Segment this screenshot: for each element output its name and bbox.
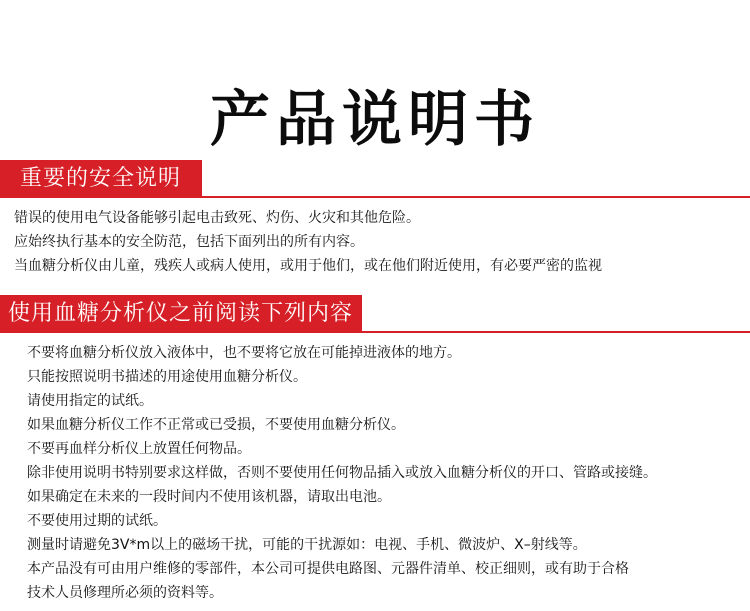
section-heading-safety: 重要的安全说明 (0, 160, 202, 198)
before-use-paragraph-list (27, 341, 657, 605)
paragraph: 测量时请避免3V*m以上的磁场干扰，可能的干扰源如：电视、手机、微波炉、X–射线等。 (27, 537, 587, 553)
paragraph: 如果血糖分析仪工作不正常或已受损，不要使用血糖分析仪。 (27, 417, 405, 433)
paragraph: 错误的使用电气设备能够引起电击致死、灼伤、火灾和其他危险。 (14, 210, 420, 226)
paragraph: 当血糖分析仪由儿童，残疾人或病人使用，或用于他们，或在他们附近使用，有必要严密的监视 (14, 258, 602, 274)
page-title: 产品说明书 (210, 85, 540, 156)
section-divider (0, 196, 750, 198)
paragraph: 不要使用过期的试纸。 (27, 513, 167, 529)
section-heading-before-use: 使用血糖分析仪之前阅读下列内容 (0, 295, 362, 333)
paragraph: 本产品没有可由用户维修的零部件，本公司可提供电路图、元器件清单、校正细则，或有助于合格 (27, 561, 629, 577)
safety-paragraph-list (14, 206, 602, 278)
section-divider (0, 331, 750, 333)
paragraph: 请使用指定的试纸。 (27, 393, 153, 409)
paragraph: 只能按照说明书描述的用途使用血糖分析仪。 (27, 369, 307, 385)
paragraph: 不要再血样分析仪上放置任何物品。 (27, 441, 251, 457)
paragraph: 除非使用说明书特别要求这样做，否则不要使用任何物品插入或放入血糖分析仪的开口、管路或接缝。 (27, 465, 657, 481)
paragraph: 应始终执行基本的安全防范，包括下面列出的所有内容。 (14, 234, 364, 250)
paragraph: 技术人员修理所必须的资料等。 (27, 585, 223, 601)
paragraph: 不要将血糖分析仪放入液体中，也不要将它放在可能掉进液体的地方。 (27, 345, 461, 361)
paragraph: 如果确定在未来的一段时间内不使用该机器，请取出电池。 (27, 489, 391, 505)
